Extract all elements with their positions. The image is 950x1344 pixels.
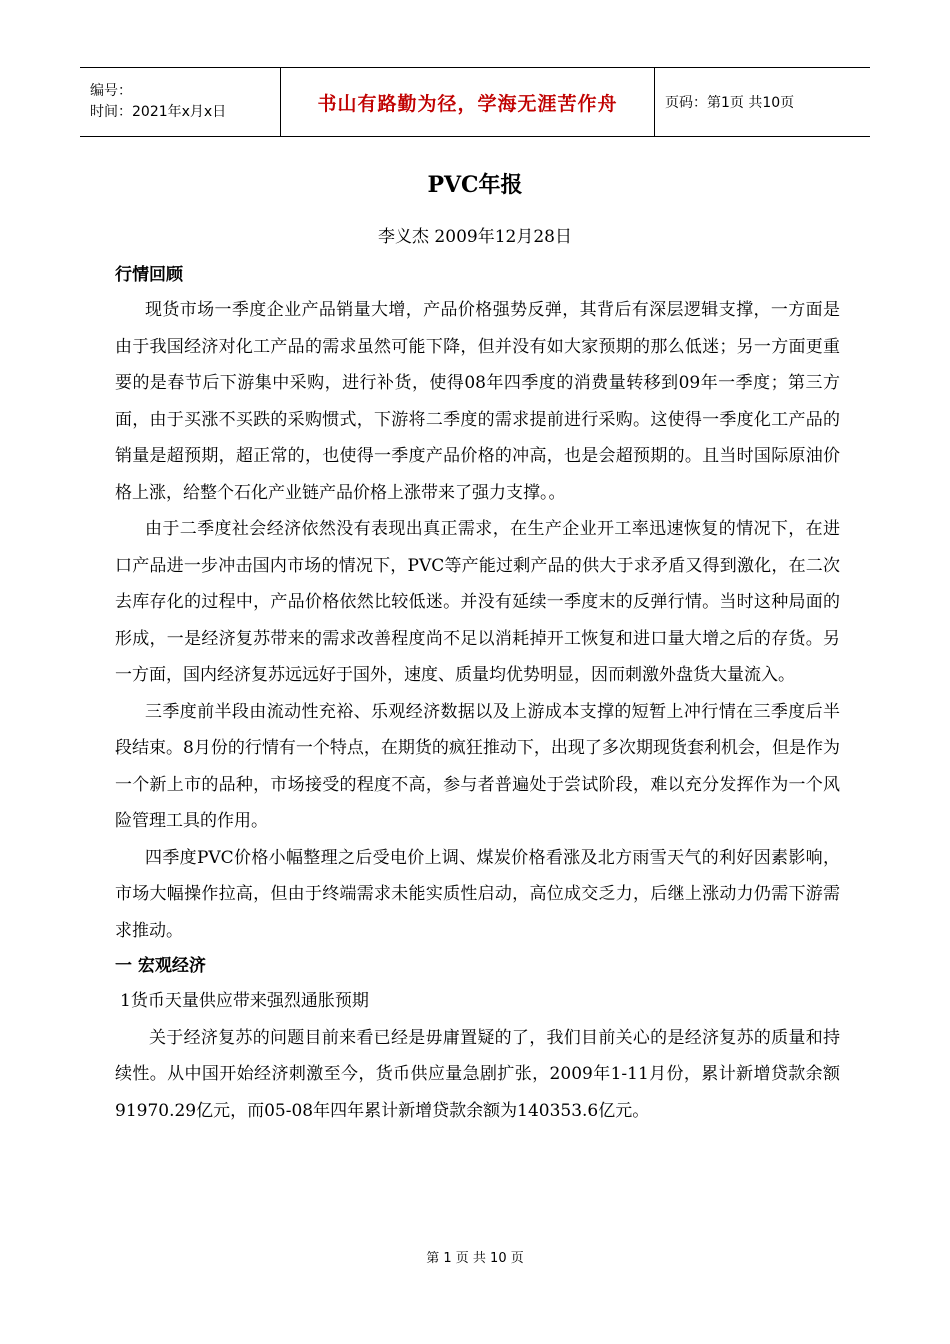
review-heading: 行情回顾: [115, 265, 183, 285]
macro-heading: 一 宏观经济: [115, 956, 206, 976]
document-byline: 李义杰 2009年12月28日: [378, 227, 572, 247]
document-body: [115, 258, 840, 1129]
review-paragraph-4: 四季度PVC价格小幅整理之后受电价上调、煤炭价格看涨及北方雨雪天气的利好因素影响，市场大幅操作拉高，但由于终端需求未能实质性启动，高位成交乏力，后继上涨动力仍需下游需求推动。: [115, 847, 840, 941]
number-label: 编号：: [90, 83, 132, 99]
page-footer: 第 1 页 共 10 页: [426, 1251, 524, 1266]
header-motto-cell: [280, 68, 655, 136]
macro-subheading-1: 1货币天量供应带来强烈通胀预期: [120, 991, 369, 1011]
review-paragraph-1: 现货市场一季度企业产品销量大增，产品价格强势反弹，其背后有深层逻辑支撑，一方面是由于我国经济对化工产品的需求虽然可能下降，但并没有如大家预期的那么低迷；另一方面更重要的是春节后下游集中采购，进行补货，使得08年四季度的消费量转移到09年一季度；第三方面，由于买涨不买跌的采购惯式，下游将二季度的需求提前进行采购。这使得一季度化工产品的销量是超预期，超正常的，也使得一季度产品价格的冲高，也是会超预期的。且当时国际原油价格上涨，给整个石化产业链产品价格上涨带来了强力支撑。。: [115, 300, 840, 503]
page-info: 页码：第1页 共10页: [665, 95, 795, 111]
review-paragraph-3: 三季度前半段由流动性充裕、乐观经济数据以及上游成本支撑的短暂上冲行情在三季度后半段结束。8月份的行情有一个特点，在期货的疯狂推动下，出现了多次期现货套利机会，但是作为一个新上市的品种，市场接受的程度不高，参与者普遍处于尝试阶段，难以充分发挥作为一个风险管理工具的作用。: [115, 701, 840, 831]
motto-text: 书山有路勤为径，学海无涯苦作舟: [317, 92, 618, 115]
date-label: 时间：2021年x月x日: [90, 104, 227, 120]
header-page-cell: [655, 68, 870, 136]
header-meta: [80, 68, 280, 136]
review-paragraph-2: 由于二季度社会经济依然没有表现出真正需求，在生产企业开工率迅速恢复的情况下，在进口产品进一步冲击国内市场的情况下，PVC等产能过剩产品的供大于求矛盾又得到激化，在二次去库存化的过程中，产品价格依然比较低迷。并没有延续一季度末的反弹行情。当时这种局面的形成，一是经济复苏带来的需求改善程度尚不足以消耗掉开工恢复和进口量大增之后的存货。另一方面，国内经济复苏远远好于国外，速度、质量均优势明显，因而刺激外盘货大量流入。: [115, 519, 840, 685]
document-title: PVC年报: [427, 172, 523, 198]
macro-paragraph-1: 关于经济复苏的问题目前来看已经是毋庸置疑的了，我们目前关心的是经济复苏的质量和持续性。从中国开始经济刺激至今，货币供应量急剧扩张，2009年1-11月份，累计新增贷款余额91970.29亿元，而05-08年四年累计新增贷款余额为140353.6亿元。: [115, 1027, 840, 1121]
header-table: [80, 67, 870, 137]
